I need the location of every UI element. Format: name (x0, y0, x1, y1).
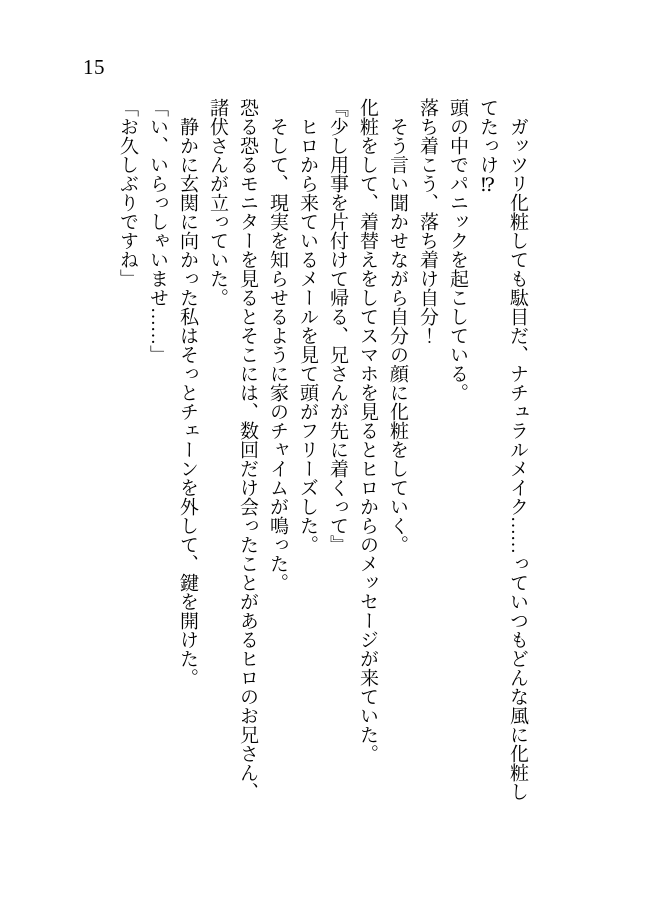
paragraph-head-panic: 頭の中でパニックを起こしている。 (447, 98, 468, 402)
paragraph-unlock-door: 静かに玄関に向かった私はそっとチェーンを外して、鍵を開けた。 (177, 98, 198, 687)
paragraph-phone-message: 化粧をして、着替えをしてスマホを見るとヒロからのメッセージが来ていた。 (357, 98, 378, 763)
paragraph-applying-makeup: そう言い聞かせながら自分の顔に化粧をしていく。 (387, 98, 408, 554)
paragraph-makeup-panic: ガッツリ化粧しても駄目だ、ナチュラルメイク……っていつもどんな風に化粧してたっけ⁉ (477, 98, 528, 801)
paragraph-mail-freeze: ヒロから来ているメールを見て頭がフリーズした。 (297, 98, 318, 554)
paragraph-chime-rings: そして、現実を知らせるように家のチャイムが鳴った。 (267, 98, 288, 592)
paragraph-quoted-message: 『少し用事を片付けて帰る、兄さんが先に着くって』 (327, 98, 348, 554)
dialogue-long-time-no-see: 「お久しぶりですね」 (117, 98, 138, 288)
paragraph-monitor-brother: 恐る恐るモニターを見るとそこには、数回だけ会ったことがあるヒロのお兄さん、諸伏さんが立っていた。 (207, 98, 258, 801)
paragraph-calm-down: 落ち着こう、落ち着け自分！ (417, 98, 438, 345)
page-number: 15 (83, 55, 105, 79)
dialogue-welcome: 「い、いらっしゃいませ……」 (147, 98, 168, 364)
vertical-text-block (112, 98, 532, 802)
